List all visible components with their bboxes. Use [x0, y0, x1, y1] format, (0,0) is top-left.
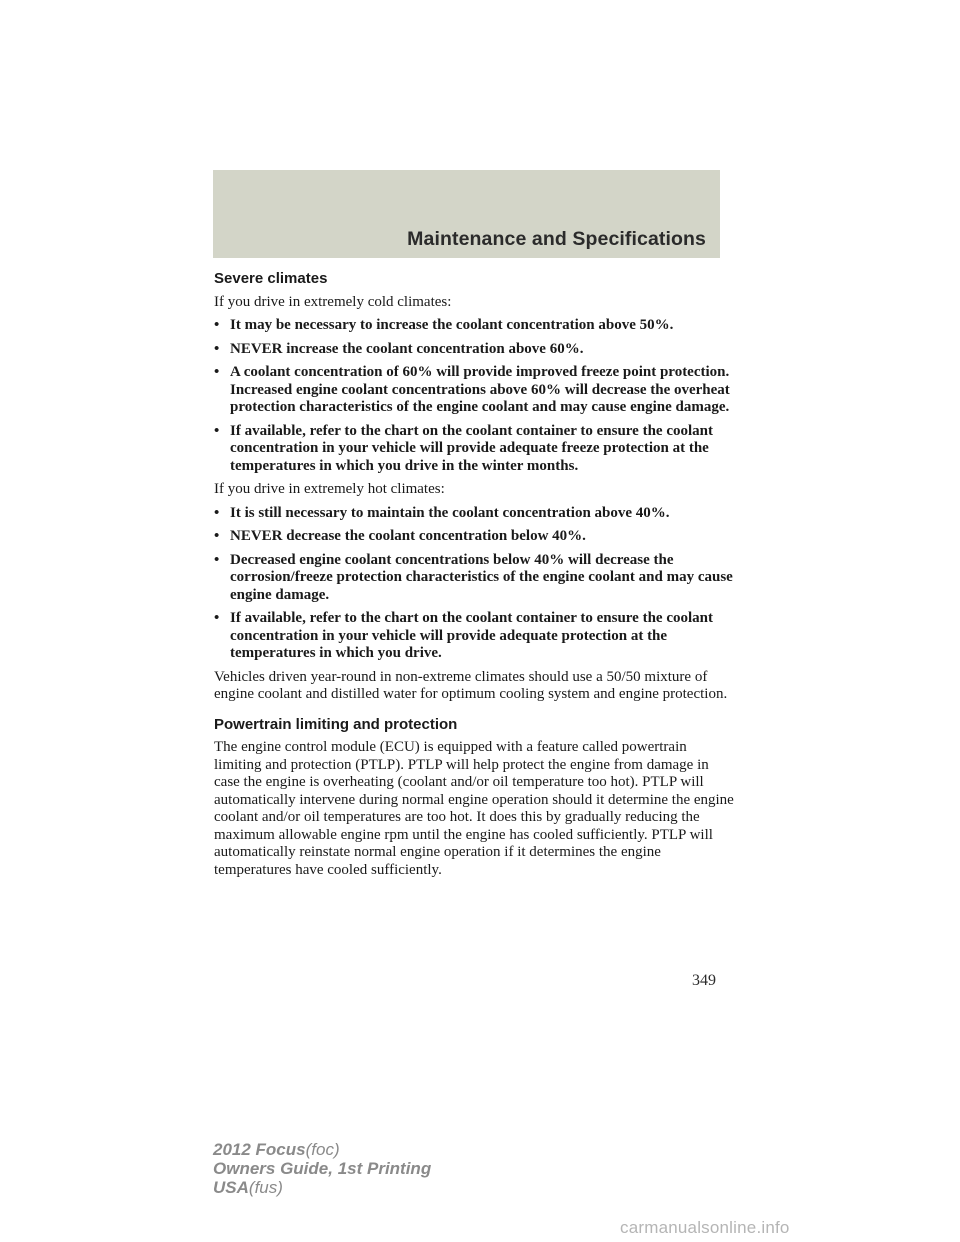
- hot-climates-intro: If you drive in extremely hot climates:: [214, 481, 445, 497]
- bullet-icon: •: [214, 317, 220, 333]
- bullet-icon: •: [214, 551, 220, 568]
- page-content: [214, 270, 734, 885]
- footer-edition-info: [213, 1140, 431, 1197]
- cold-climates-list: [214, 317, 734, 475]
- list-item: • NEVER decrease the coolant concentration below 40%.: [214, 528, 586, 544]
- section-title: Maintenance and Specifications: [407, 228, 706, 250]
- list-item: • It may be necessary to increase the coolant concentration above 50%.: [214, 317, 674, 333]
- footer-line-market: USA(fus): [213, 1178, 283, 1197]
- list-item: • A coolant concentration of 60% will provide improved freeze point protection. Increased engine coolant concentrations above 60% will decrease the overheat protection characteristics of the engine coolant and may cause engine damage.: [214, 364, 730, 415]
- hot-climates-list: [214, 505, 734, 663]
- footer-line-printing: Owners Guide, 1st Printing: [213, 1159, 432, 1178]
- list-item: • If available, refer to the chart on the coolant container to ensure the coolant concentration in your vehicle will provide adequate protection at the temperatures in which you drive.: [214, 610, 713, 661]
- severe-climates-heading: Severe climates: [214, 270, 328, 287]
- bullet-icon: •: [214, 504, 220, 521]
- year-round-paragraph: Vehicles driven year-round in non-extreme climates should use a 50/50 mixture of engine coolant and distilled water for optimum cooling system and engine protection.: [214, 668, 728, 702]
- bullet-icon: •: [214, 610, 220, 626]
- list-item: • If available, refer to the chart on the coolant container to ensure the coolant concentration in your vehicle will provide adequate freeze protection at the temperatures in which you drive in the winter months.: [214, 422, 713, 474]
- powertrain-heading: Powertrain limiting and protection: [214, 715, 458, 733]
- section-header-band: [213, 170, 720, 258]
- bullet-icon: •: [214, 364, 220, 380]
- list-item: • It is still necessary to maintain the coolant concentration above 40%.: [214, 504, 670, 521]
- page-number: 349: [692, 972, 716, 989]
- cold-climates-intro: If you drive in extremely cold climates:: [214, 293, 452, 310]
- list-item: • NEVER increase the coolant concentration above 60%.: [214, 340, 584, 357]
- site-watermark: carmanualsonline.info: [620, 1218, 790, 1237]
- powertrain-paragraph: The engine control module (ECU) is equipped with a feature called powertrain limiting and protection (PTLP). PTLP will help protect the engine from damage in case the engine is overheating (coolant and/or oil temperature too hot). PTLP will automatically intervene during normal engine operation should it determine the engine coolant and/or oil temperatures are too hot. It does this by gradually reducing the maximum allowable engine rpm until the engine has cooled sufficiently. PTLP will automatically reinstate normal engine operation if it determines the engine temperatures have cooled sufficiently.: [214, 739, 734, 878]
- bullet-icon: •: [214, 528, 220, 544]
- bullet-icon: •: [214, 340, 220, 357]
- footer-line-model: 2012 Focus(foc): [213, 1140, 340, 1159]
- bullet-icon: •: [214, 422, 220, 439]
- list-item: • Decreased engine coolant concentrations below 40% will decrease the corrosion/freeze protection characteristics of the engine coolant and may cause engine damage.: [214, 551, 733, 603]
